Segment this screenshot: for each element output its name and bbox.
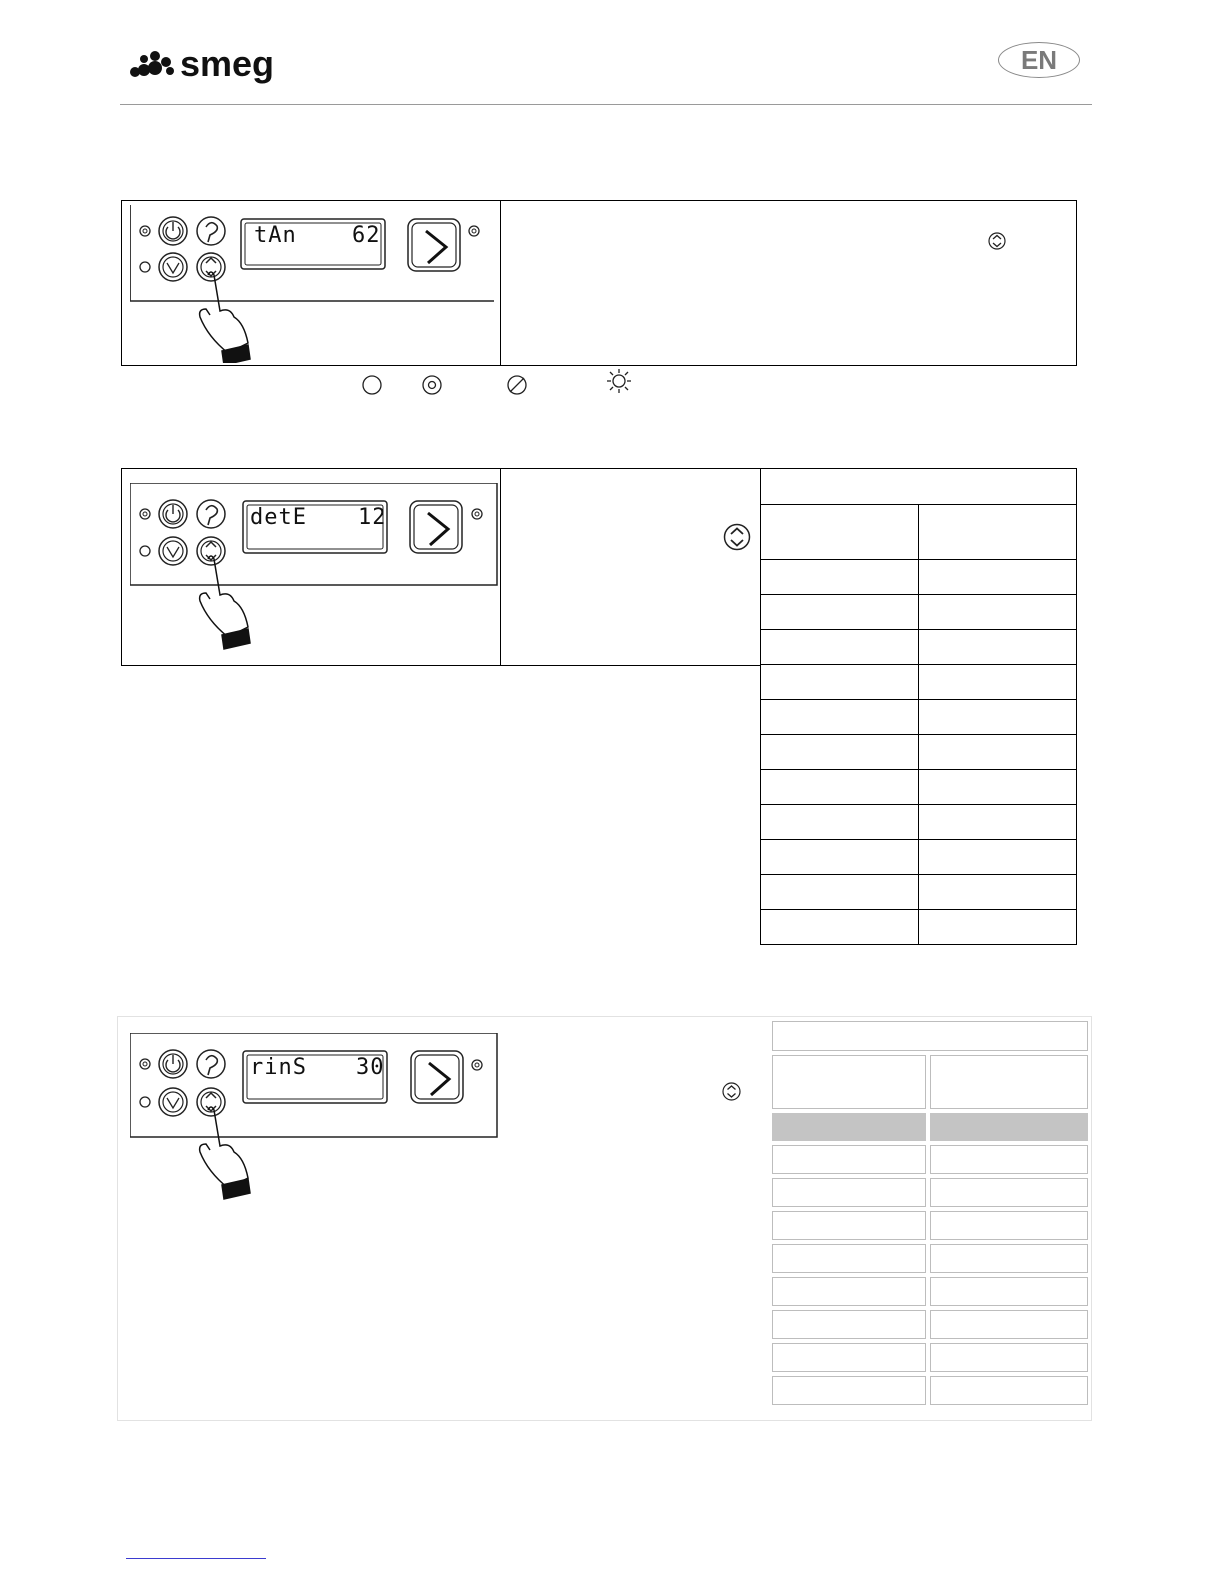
slashed-circle-icon [506, 374, 528, 396]
smeg-logo [128, 40, 308, 84]
hand-icon [200, 272, 250, 363]
lcd-right-text: 62 [352, 223, 381, 248]
hand-icon [200, 1107, 250, 1199]
power-icon [159, 500, 187, 528]
p-icon [197, 500, 225, 528]
header-divider [120, 104, 1092, 105]
next-arrow-icon [411, 1051, 463, 1103]
dot-circle-icon [421, 374, 443, 396]
arrow-up-down-icon [723, 523, 751, 551]
lcd-left-text: detE [250, 505, 307, 530]
control-panel-3 [130, 1033, 500, 1203]
lcd-left-text: tAn [254, 223, 297, 248]
next-arrow-icon [408, 219, 460, 271]
hand-icon [200, 556, 250, 649]
section1-divider [500, 200, 501, 366]
circle-icon [361, 374, 383, 396]
power-icon [159, 1050, 187, 1078]
lcd-right-text: 12 [358, 505, 387, 530]
cup-icon [159, 537, 187, 565]
arrow-up-down-icon [988, 232, 1006, 250]
control-panel-1 [130, 205, 496, 363]
section2-table [760, 468, 1077, 945]
control-panel-2 [130, 483, 500, 653]
p-icon [197, 1050, 225, 1078]
lcd-right-text: 30 [356, 1055, 385, 1080]
section2-divider [500, 468, 501, 666]
cup-icon [159, 253, 187, 281]
sun-icon [605, 367, 633, 395]
arrow-up-down-icon [197, 253, 225, 281]
footer-link-underline [126, 1558, 266, 1559]
language-badge: EN [998, 42, 1080, 78]
p-icon [197, 217, 225, 245]
arrow-up-down-icon [197, 537, 225, 565]
lcd-left-text: rinS [250, 1055, 307, 1080]
arrow-up-down-icon [722, 1082, 741, 1101]
next-arrow-icon [410, 501, 462, 553]
power-icon [159, 217, 187, 245]
svg-text:smeg: smeg [180, 43, 275, 84]
section3-table [768, 1017, 1092, 1409]
arrow-up-down-icon [197, 1088, 225, 1116]
cup-icon [159, 1088, 187, 1116]
